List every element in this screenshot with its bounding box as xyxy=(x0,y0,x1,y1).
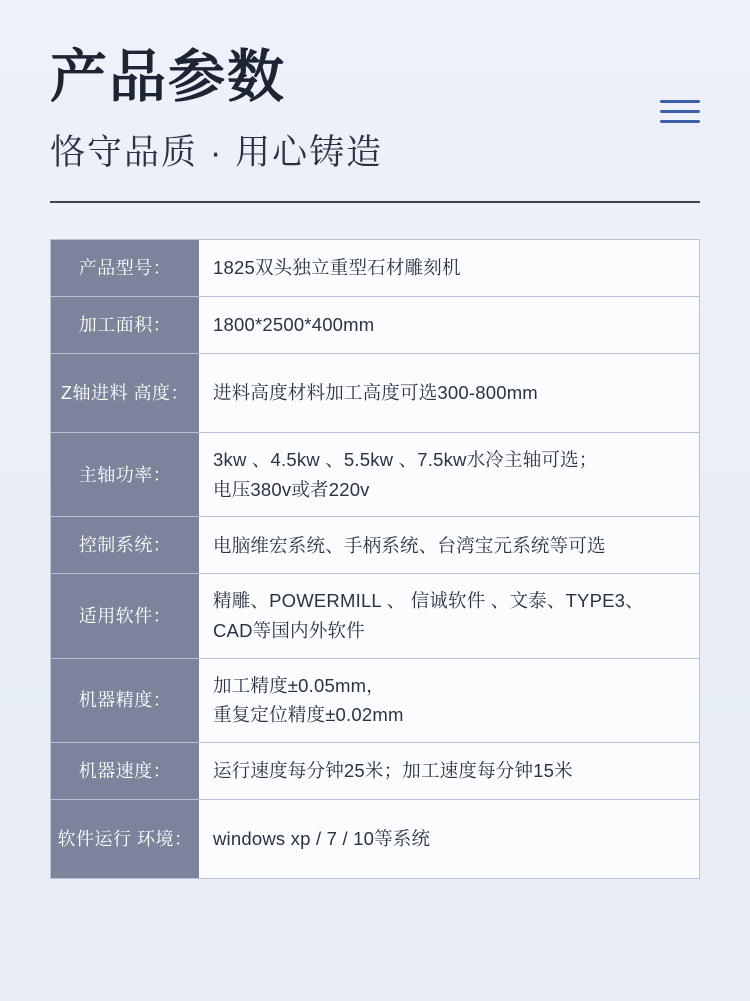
spec-value-line: 运行速度每分钟25米；加工速度每分钟15米 xyxy=(213,760,573,782)
spec-value xyxy=(199,800,699,878)
spec-label-line: 环境： xyxy=(137,828,193,849)
spec-value-line: 进料高度材料加工高度可选300-800mm xyxy=(213,382,538,404)
spec-value-line: 重复定位精度±0.02mm xyxy=(213,704,404,726)
table-row xyxy=(51,354,699,433)
spec-label: 主轴功率： xyxy=(51,433,199,516)
spec-label-line: Z轴进料 xyxy=(60,383,128,404)
spec-label: 机器速度： xyxy=(51,743,199,799)
spec-value-line: 电脑维宏系统、手柄系统、台湾宝元系统等可选 xyxy=(213,534,606,556)
spec-value-line: windows xp / 7 / 10等系统 xyxy=(213,828,431,850)
spec-label: 控制系统： xyxy=(51,517,199,573)
spec-value xyxy=(199,433,699,516)
spec-label: 适用软件： xyxy=(51,574,199,657)
spec-value xyxy=(199,297,699,353)
spec-value-line: CAD等国内外软件 xyxy=(213,620,365,642)
spec-value xyxy=(199,574,699,657)
spec-label xyxy=(51,800,199,878)
spec-label: 产品型号： xyxy=(51,240,199,296)
spec-value xyxy=(199,743,699,799)
spec-value-line: 精雕、POWERMILL 、 信诚软件 、文泰、TYPE3、 xyxy=(213,590,644,612)
spec-value xyxy=(199,659,699,742)
table-row xyxy=(51,297,699,354)
spec-value xyxy=(199,240,699,296)
table-row xyxy=(51,659,699,743)
table-row xyxy=(51,433,699,517)
header-divider xyxy=(50,201,700,203)
hamburger-icon[interactable] xyxy=(660,100,700,126)
spec-value-line: 加工精度±0.05mm， xyxy=(213,674,385,696)
spec-label-line: 软件运行 xyxy=(57,828,132,849)
page-subtitle: 恪守品质 · 用心铸造 xyxy=(50,133,384,173)
spec-value xyxy=(199,517,699,573)
spec-label: 加工面积： xyxy=(51,297,199,353)
hamburger-bar-1 xyxy=(660,100,700,103)
spec-label: 机器精度： xyxy=(51,659,199,742)
spec-value-line: 3kw 、4.5kw 、5.5kw 、7.5kw水冷主轴可选； xyxy=(213,449,598,471)
page-title: 产品参数 xyxy=(50,45,286,109)
spec-label-line: 高度： xyxy=(133,383,189,404)
table-row xyxy=(51,517,699,574)
table-row xyxy=(51,743,699,800)
table-row xyxy=(51,800,699,879)
spec-value xyxy=(199,354,699,432)
hamburger-bar-3 xyxy=(660,120,700,123)
spec-value-line: 电压380v或者220v xyxy=(213,478,370,500)
hamburger-bar-2 xyxy=(660,110,700,113)
spec-label xyxy=(51,354,199,432)
spec-table xyxy=(50,239,700,879)
spec-value-line: 1800*2500*400mm xyxy=(213,314,375,336)
page-header xyxy=(0,0,750,175)
spec-value-line: 1825双头独立重型石材雕刻机 xyxy=(213,257,461,279)
table-row xyxy=(51,574,699,658)
table-row xyxy=(51,240,699,297)
